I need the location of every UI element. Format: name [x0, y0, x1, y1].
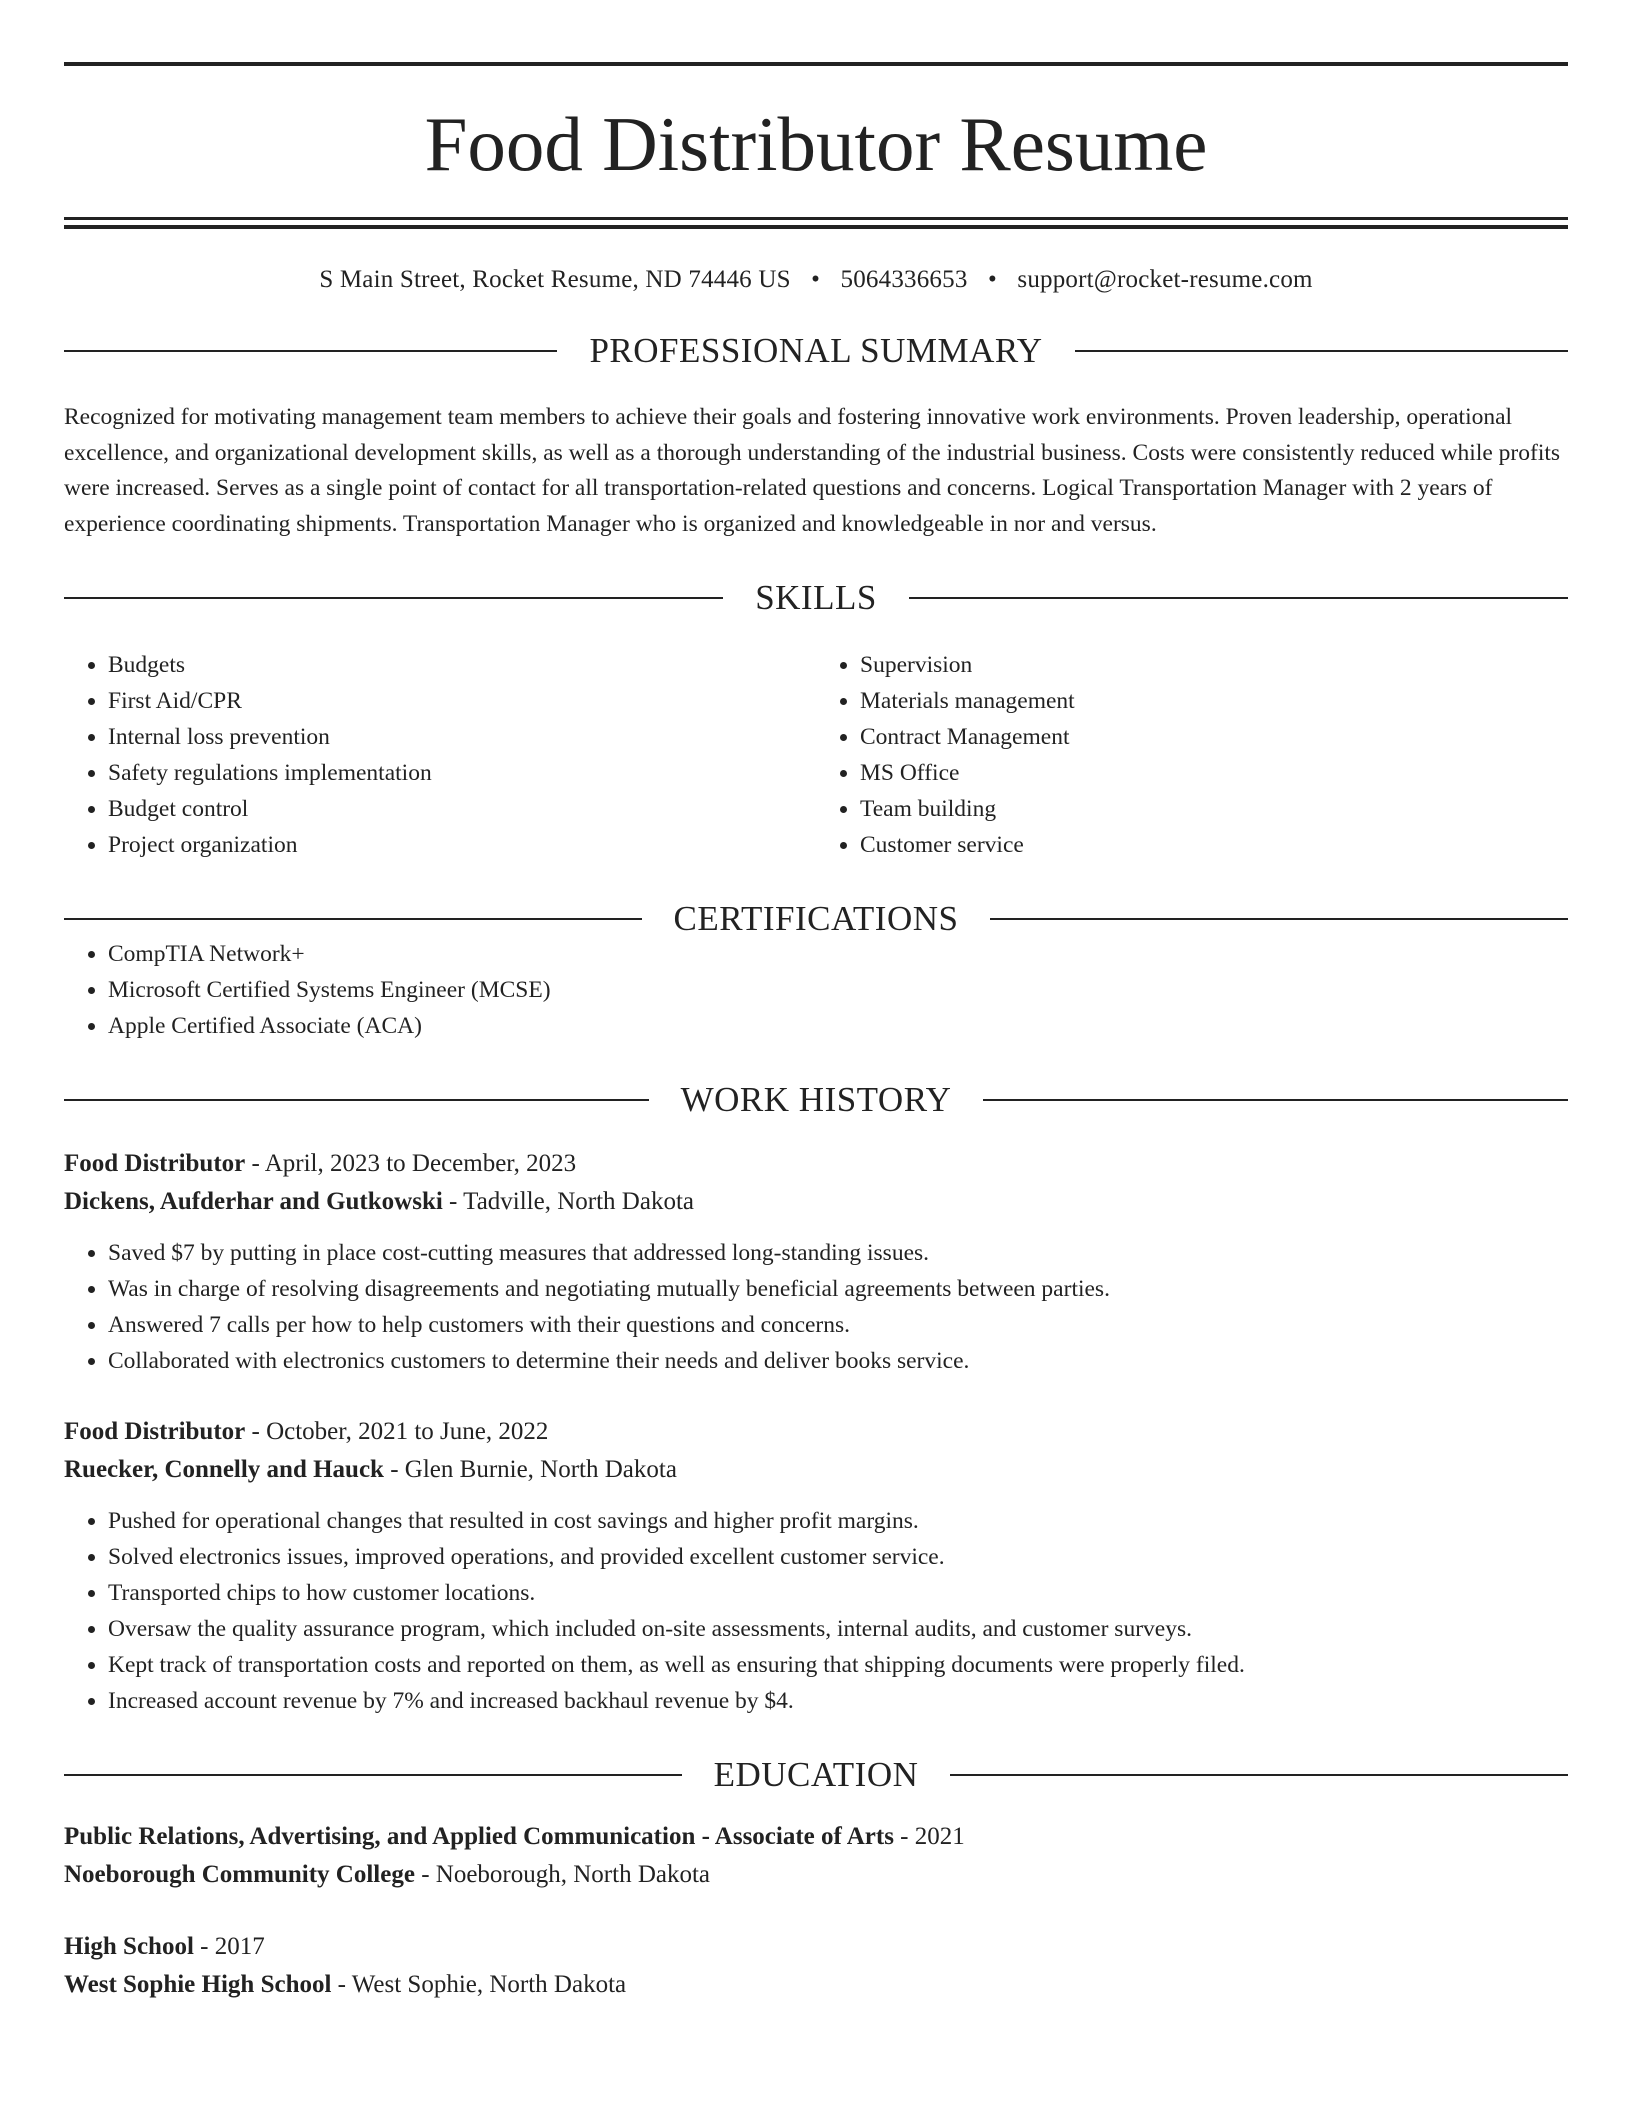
job-bullet: • Saved $7 by putting in place cost-cutting measures that addressed long-standing issues. [108, 1235, 1568, 1271]
section-title: SKILLS [755, 578, 877, 617]
job-bullet: • Transported chips to how customer locations. [108, 1575, 1568, 1611]
education-degree-line [64, 1818, 1568, 1856]
section-rule [909, 597, 1568, 599]
section-rule [950, 1774, 1568, 1776]
contact-phone: 5064336653 [840, 266, 968, 293]
job-bullet: • Kept track of transportation costs and reported on them, as well as ensuring that shipping documents were properly filed. [108, 1647, 1568, 1683]
education-school: West Sophie High School [64, 1971, 332, 1998]
skill-item: • Team building [860, 791, 1568, 827]
section-header-summary [64, 333, 1568, 368]
contact-separator: • [987, 266, 997, 293]
skill-item: • Budget control [108, 791, 816, 827]
section-rule [64, 1774, 682, 1776]
skills-list-left [64, 647, 816, 863]
skill-item: • MS Office [860, 755, 1568, 791]
job-bullets [64, 1235, 1568, 1379]
section-rule [990, 918, 1568, 920]
section-header-skills [64, 580, 1568, 615]
contact-email: support@rocket-resume.com [1017, 266, 1313, 293]
skill-item: • Budgets [108, 647, 816, 683]
education-year: - 2017 [193, 1933, 265, 1960]
section-header-work-history [64, 1082, 1568, 1117]
summary-text: Recognized for motivating management team members to achieve their goals and fostering innovative work environments. Proven leadership, operational excellence, and organizational development skills, as well as a thorough understanding of the industrial business. Costs were consistently reduced while profits were increased. Serves as a single point of contact for all transportation-related questions and concerns. Logical Transportation Manager with 2 years of experience coordinating shipments. Transportation Manager who is organized and knowledgeable in nor and versus. [64, 404, 1561, 537]
education-degree: Public Relations, Advertising, and Applied Communication - Associate of Arts [64, 1823, 894, 1850]
education-entry [64, 1818, 1568, 1894]
contact-line [64, 265, 1568, 295]
skill-item: • First Aid/CPR [108, 683, 816, 719]
certification-item: • CompTIA Network+ [108, 936, 1568, 972]
job-bullet: • Answered 7 calls per how to help customers with their questions and concerns. [108, 1307, 1568, 1343]
section-title: WORK HISTORY [680, 1080, 952, 1119]
job-bullet: • Collaborated with electronics customers to determine their needs and deliver books service. [108, 1343, 1568, 1379]
job-dates: - April, 2023 to December, 2023 [245, 1150, 577, 1177]
skill-item: • Customer service [860, 827, 1568, 863]
skill-item: • Safety regulations implementation [108, 755, 816, 791]
skill-item: • Contract Management [860, 719, 1568, 755]
contact-separator: • [811, 266, 821, 293]
section-rule [64, 918, 642, 920]
education-school: Noeborough Community College [64, 1861, 415, 1888]
skills-grid [64, 647, 1568, 863]
contact-address: S Main Street, Rocket Resume, ND 74446 US [319, 266, 791, 293]
job-entry [64, 1145, 1568, 1379]
section-header-education [64, 1757, 1568, 1792]
job-bullet: • Was in charge of resolving disagreements and negotiating mutually beneficial agreements between parties. [108, 1271, 1568, 1307]
education-location: - West Sophie, North Dakota [331, 1971, 627, 1998]
job-bullet: • Pushed for operational changes that resulted in cost savings and higher profit margins. [108, 1503, 1568, 1539]
education-degree: High School [64, 1933, 194, 1960]
education-entry [64, 1928, 1568, 2004]
section-header-certifications [64, 901, 1568, 936]
job-bullets [64, 1503, 1568, 1719]
job-company: Dickens, Aufderhar and Gutkowski [64, 1188, 443, 1215]
section-rule [64, 350, 557, 352]
skill-item: • Materials management [860, 683, 1568, 719]
page-title: Food Distributor Resume [424, 101, 1208, 187]
section-rule [64, 597, 723, 599]
title-double-rule [64, 217, 1568, 229]
job-title-line [64, 1413, 1568, 1451]
job-dates: - October, 2021 to June, 2022 [245, 1418, 549, 1445]
job-location: - Glen Burnie, North Dakota [383, 1456, 677, 1483]
job-bullet: • Increased account revenue by 7% and increased backhaul revenue by $4. [108, 1683, 1568, 1719]
job-title-line [64, 1145, 1568, 1183]
job-company-line [64, 1183, 1568, 1221]
job-title: Food Distributor [64, 1150, 246, 1177]
section-title: PROFESSIONAL SUMMARY [589, 331, 1043, 370]
skills-list-right [816, 647, 1568, 863]
skill-item: • Project organization [108, 827, 816, 863]
job-title: Food Distributor [64, 1418, 246, 1445]
job-entry [64, 1413, 1568, 1719]
education-school-line [64, 1966, 1568, 2004]
section-title: CERTIFICATIONS [673, 899, 959, 938]
job-bullet: • Oversaw the quality assurance program, which included on-site assessments, internal audits, and customer surveys. [108, 1611, 1568, 1647]
certification-item: • Apple Certified Associate (ACA) [108, 1008, 1568, 1044]
education-degree-line [64, 1928, 1568, 1966]
certification-item: • Microsoft Certified Systems Engineer (MCSE) [108, 972, 1568, 1008]
job-company-line [64, 1451, 1568, 1489]
skill-item: • Internal loss prevention [108, 719, 816, 755]
skill-item: • Supervision [860, 647, 1568, 683]
section-rule [64, 1099, 649, 1101]
section-rule [1075, 350, 1568, 352]
certifications-list [64, 936, 1568, 1044]
job-bullet: • Solved electronics issues, improved operations, and provided excellent customer service. [108, 1539, 1568, 1575]
section-title: EDUCATION [713, 1755, 919, 1794]
education-year: - 2021 [893, 1823, 965, 1850]
education-location: - Noeborough, North Dakota [414, 1861, 711, 1888]
education-school-line [64, 1856, 1568, 1894]
job-company: Ruecker, Connelly and Hauck [64, 1456, 384, 1483]
top-rule [64, 62, 1568, 66]
section-rule [983, 1099, 1568, 1101]
job-location: - Tadville, North Dakota [442, 1188, 694, 1215]
